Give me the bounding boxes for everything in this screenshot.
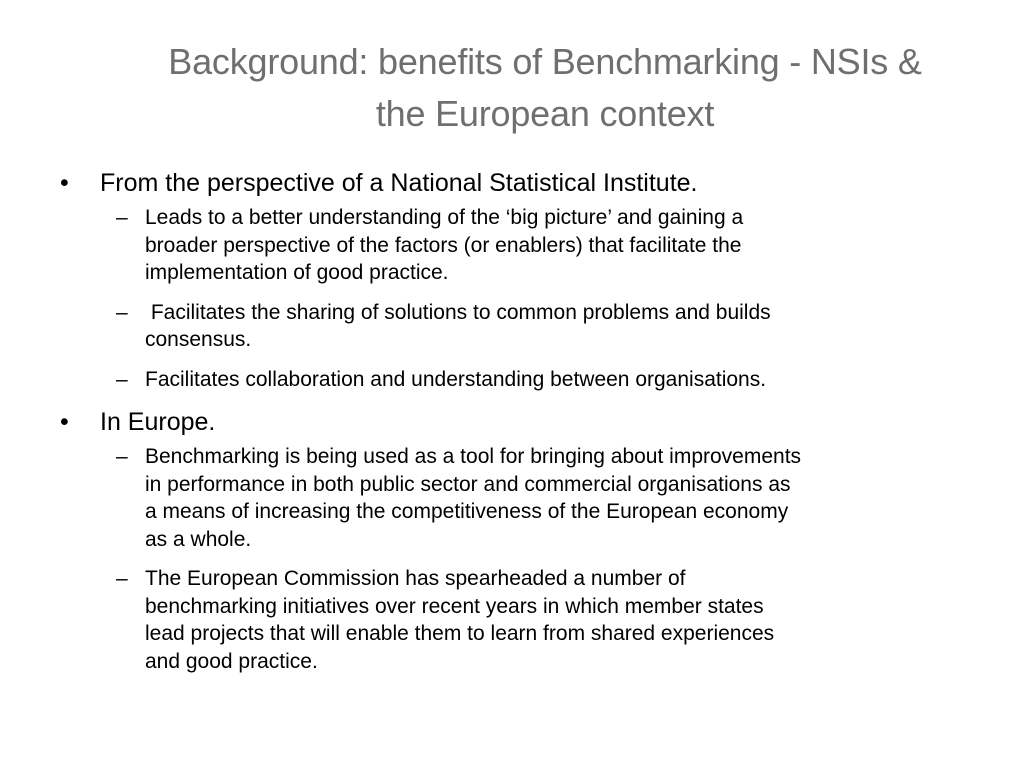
dash-icon: – <box>116 445 128 468</box>
slide-body <box>58 166 978 687</box>
dash-icon: – <box>116 367 128 391</box>
bullet-icon: • <box>60 408 69 436</box>
sub-bullet-item <box>58 366 978 394</box>
dash-icon: – <box>116 300 128 324</box>
sub-bullet-line: consensus. <box>145 328 252 351</box>
title-line: the European context <box>375 93 715 134</box>
slide-title <box>100 36 990 140</box>
sub-bullet-line: as a whole. <box>145 527 252 551</box>
bullet-item <box>58 405 978 439</box>
bullet-text: In Europe. <box>100 408 216 436</box>
sub-bullet-line: a means of increasing the competitiveness of the European economy <box>145 500 789 523</box>
sub-bullet-line: benchmarking initiatives over recent years in which member states <box>145 594 764 618</box>
sub-bullet-item <box>58 299 978 354</box>
bullet-icon: • <box>60 169 69 197</box>
sub-bullet-line: Leads to a better understanding of the ‘big picture’ and gaining a <box>145 206 744 229</box>
dash-icon: – <box>116 567 128 590</box>
sub-bullet-line: Facilitates the sharing of solutions to common problems and builds <box>145 300 771 324</box>
sub-bullet-line: in performance in both public sector and commercial organisations as <box>145 472 791 496</box>
sub-bullet-item <box>58 565 978 675</box>
bullet-text: From the perspective of a National Statistical Institute. <box>100 169 698 197</box>
sub-bullet-item <box>58 204 978 287</box>
sub-bullet-line: implementation of good practice. <box>145 261 449 284</box>
sub-bullet-item <box>58 443 978 553</box>
sub-bullet-line: lead projects that will enable them to learn from shared experiences <box>145 622 775 645</box>
sub-bullet-line: Benchmarking is being used as a tool for bringing about improvements <box>145 445 802 468</box>
sub-bullet-line: Facilitates collaboration and understanding between organisations. <box>145 367 767 391</box>
title-line: Background: benefits of Benchmarking - NSIs & <box>168 41 922 82</box>
sub-bullet-line: The European Commission has spearheaded a number of <box>145 567 686 590</box>
dash-icon: – <box>116 206 128 229</box>
bullet-item <box>58 166 978 200</box>
sub-bullet-line: and good practice. <box>145 649 318 673</box>
sub-bullet-line: broader perspective of the factors (or enablers) that facilitate the <box>145 233 742 257</box>
